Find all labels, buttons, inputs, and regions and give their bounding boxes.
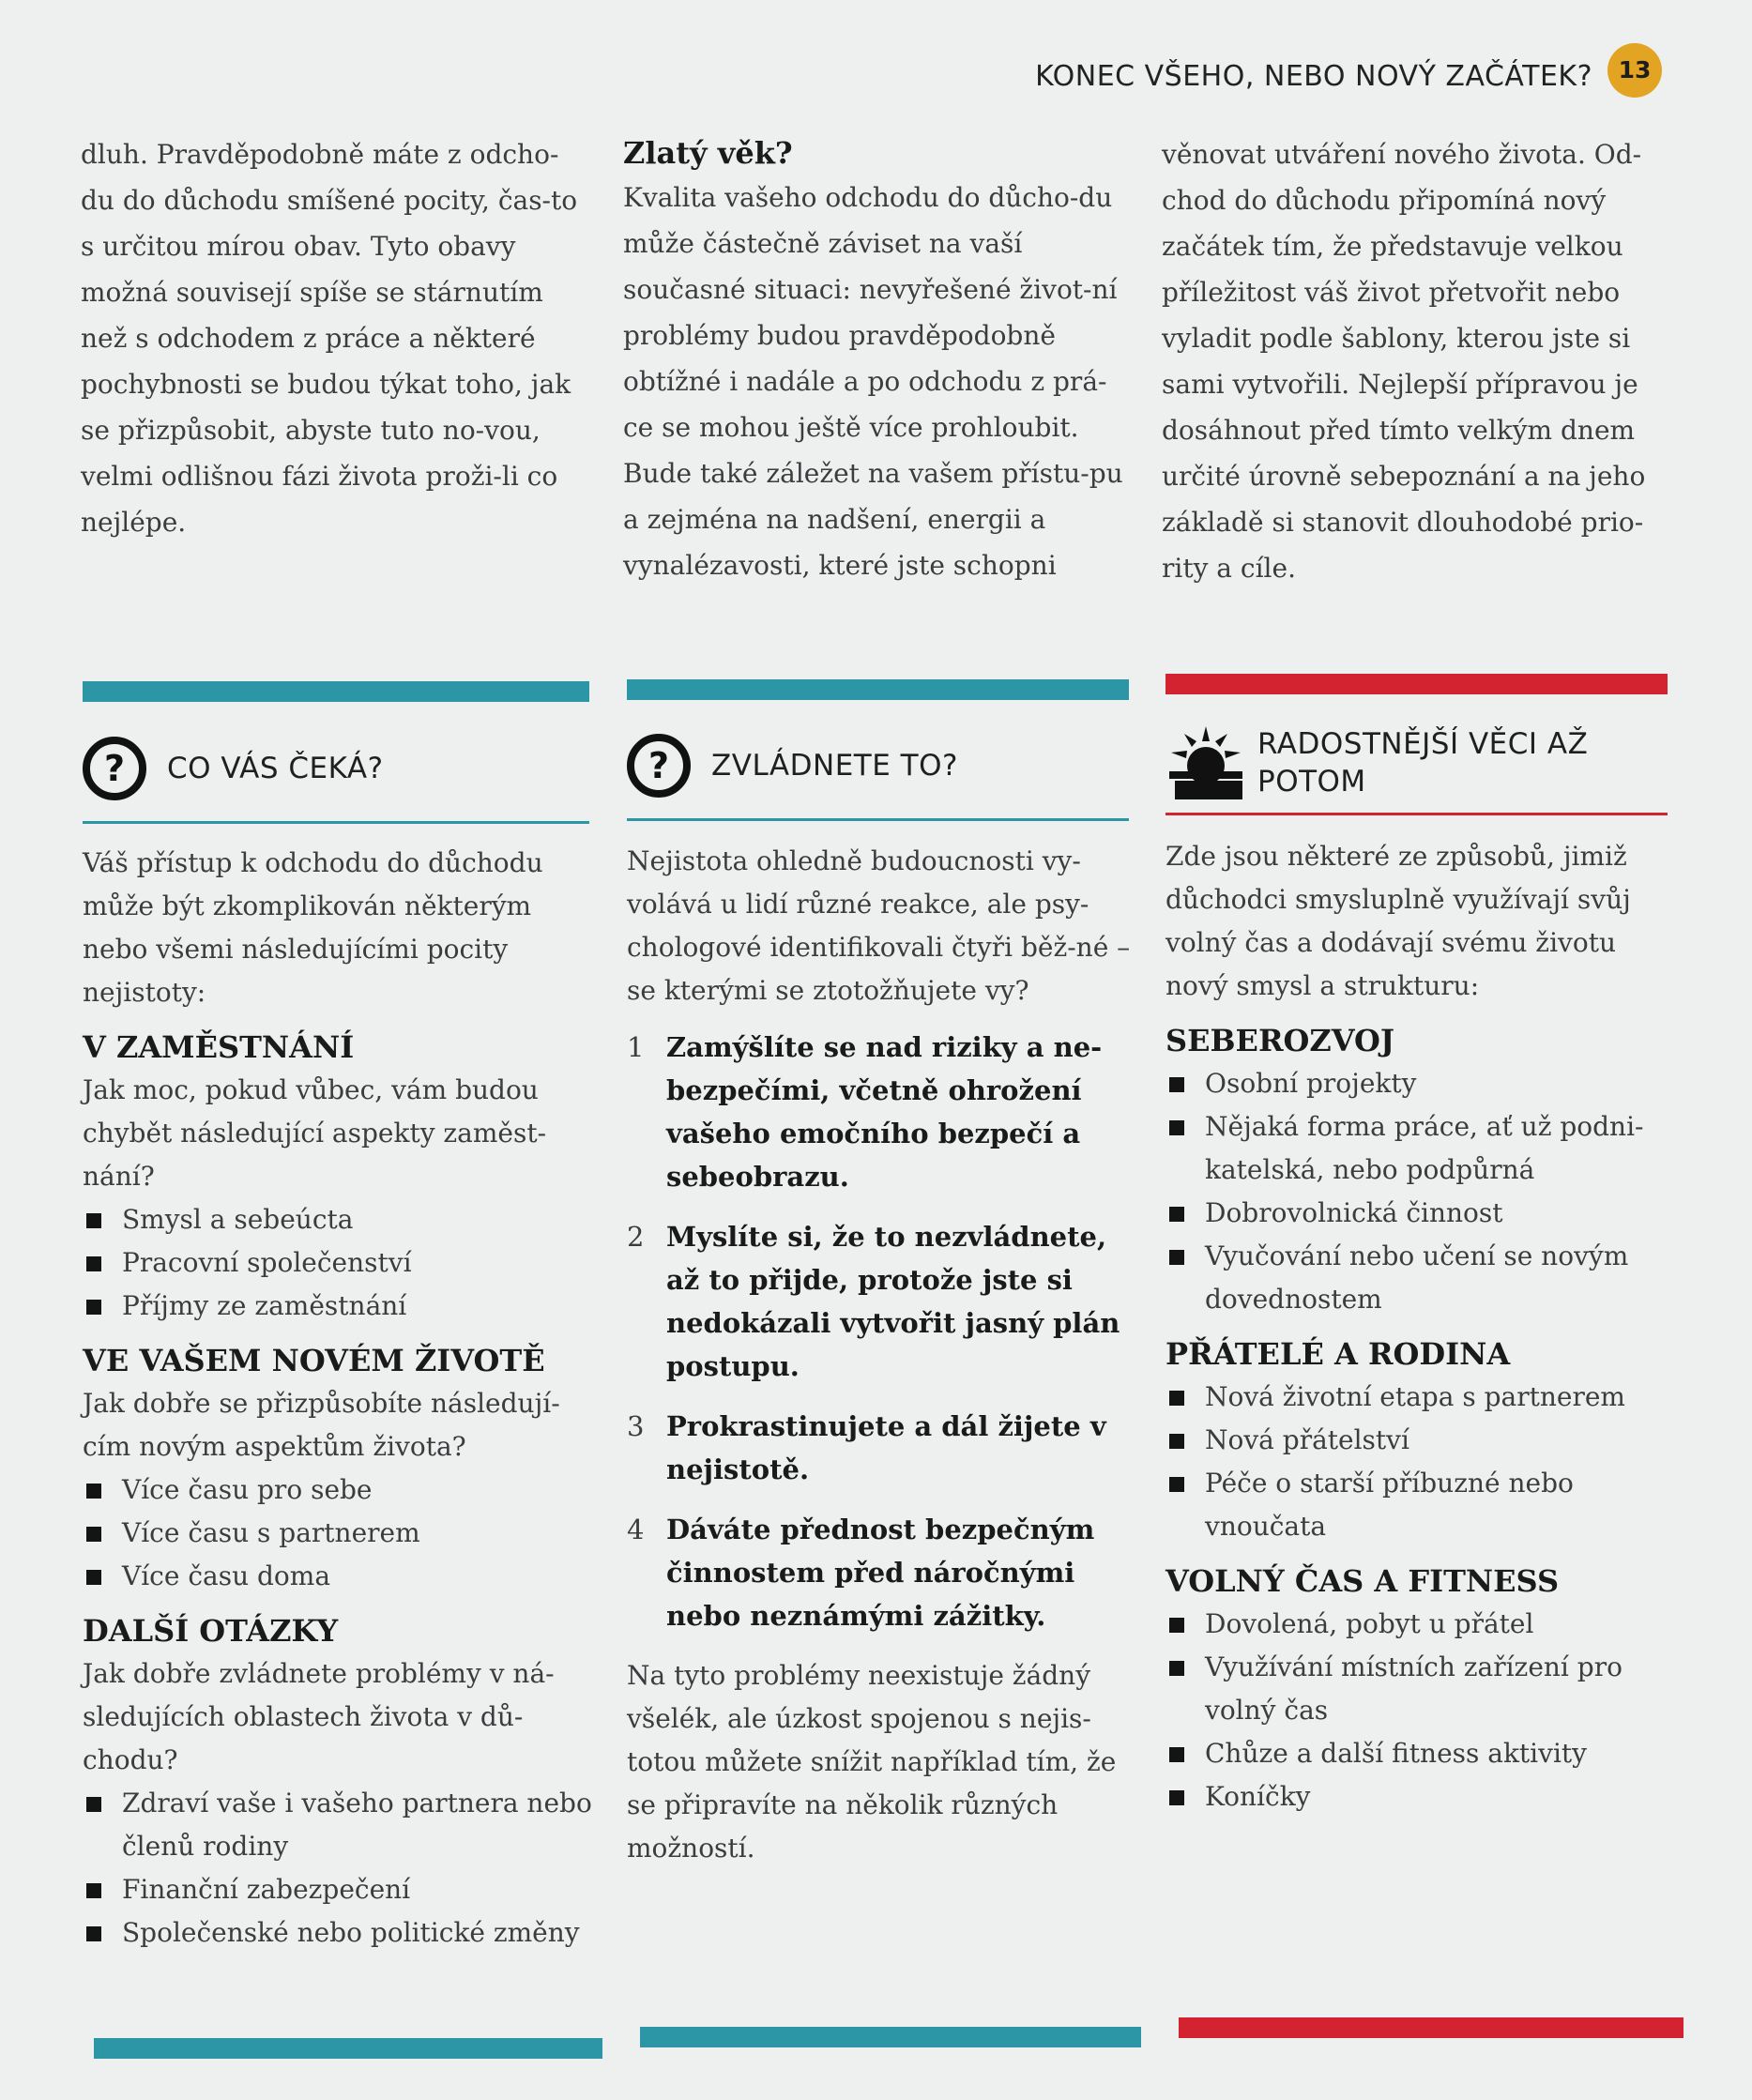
intro-paragraph-3: věnovat utváření nového života. Od-chod do důchodu připomíná nový začátek tím, že představuje velkou příležitost váš život přetvořit nebo vyladit podle šablony, kterou jste si sami vytvořili. Nejlepší přípravou je dosáhnout před tímto velkým dnem určité úrovně sebepoznání a na jeho základě si stanovit dlouhodobé prio-rity a cíle.: [1162, 139, 1646, 584]
intro-paragraph-2: Kvalita vašeho odchodu do důcho-du může částečně záviset na vaší současné situaci: nevyřešené život-ní problémy budou pravděpodobně obtížné i nadále a po odchodu z prá-ce se mohou ještě více prohloubit. Bude také záležet na vašem přístu-pu a zejména na nadšení, energii a vynalézavosti, které jste schopni: [623, 182, 1123, 581]
intro-column-1: [81, 131, 592, 545]
sunset-icon: [1165, 723, 1246, 803]
box1-section-heading: VE VAŠEM NOVÉM ŽIVOTĚ: [83, 1343, 545, 1378]
list-item: Finanční zabezpečení: [83, 1868, 594, 1911]
list-item: Smysl a sebeúcta: [83, 1198, 594, 1241]
box3-intro: Zde jsou některé ze způsobů, jimiž důchodci smysluplně využívají svůj volný čas a dodávají svému životu nový smysl a strukturu:: [1165, 841, 1631, 1001]
list-item: Péče o starší příbuzné nebo vnoučata: [1165, 1462, 1677, 1548]
box3-section-list: [1165, 1062, 1677, 1321]
list-item: Využívání místních zařízení pro volný čas: [1165, 1646, 1677, 1732]
box3-section-heading: PŘÁTELÉ A RODINA: [1165, 1336, 1511, 1372]
item-text: Prokrastinujete a dál žijete v nejistotě.: [666, 1410, 1106, 1485]
item-text: Myslíte si, že to nezvládnete, až to přijde, protože jste si nedokázali vytvořit jasný plán postupu.: [666, 1221, 1120, 1382]
numbered-item: [627, 1405, 1138, 1491]
numbered-item: [627, 1508, 1138, 1637]
box1-section-list: [83, 1782, 594, 1955]
box3-top-bar: [1165, 674, 1668, 694]
box3-title-line2: POTOM: [1257, 765, 1366, 799]
box3-bottom-bar: [1179, 2017, 1683, 2038]
box3-section-list: [1165, 1376, 1677, 1548]
list-item: Dobrovolnická činnost: [1165, 1192, 1677, 1235]
list-item: Více času s partnerem: [83, 1512, 594, 1555]
box1-body: [83, 842, 594, 1955]
item-number: 4: [627, 1514, 645, 1545]
box3-body: [1165, 835, 1677, 1818]
intro-column-2: [623, 131, 1135, 588]
numbered-item: [627, 1215, 1138, 1388]
box1-bottom-bar: [94, 2038, 602, 2059]
page-number: 13: [1607, 43, 1662, 98]
box3-section-list: [1165, 1603, 1677, 1818]
list-item: Zdraví vaše i vašeho partnera nebo členů rodiny: [83, 1782, 594, 1868]
intro-column-3: [1162, 131, 1673, 591]
box1-section-heading: V ZAMĚSTNÁNÍ: [83, 1029, 355, 1065]
box2-outro: Na tyto problémy neexistuje žádný všelék, ale úzkost spojenou s nejis-totou můžete snížit například tím, že se připravíte na několik různých možností.: [627, 1660, 1117, 1864]
list-item: Více času pro sebe: [83, 1468, 594, 1512]
box2-title: ZVLÁDNETE TO?: [711, 749, 958, 783]
intro-heading: Zlatý věk?: [623, 135, 793, 171]
list-item: Osobní projekty: [1165, 1062, 1677, 1105]
box3-title-line1: RADOSTNĚJŠÍ VĚCI AŽ: [1257, 727, 1589, 761]
box1-section-list: [83, 1198, 594, 1328]
question-icon: ?: [83, 737, 146, 800]
box2-rule: [627, 818, 1129, 821]
list-item: Nějaká forma práce, ať už podni-katelská, nebo podpůrná: [1165, 1105, 1677, 1192]
list-item: Nová přátelství: [1165, 1419, 1677, 1462]
box1-rule: [83, 821, 589, 824]
box3-header: [1165, 723, 1588, 803]
box1-section-text: Jak moc, pokud vůbec, vám budou chybět následující aspekty zaměst-nání?: [83, 1074, 547, 1192]
box1-title: CO VÁS ČEKÁ?: [167, 752, 384, 785]
box1-section-text: Jak dobře zvládnete problémy v ná-sledujících oblastech života v dů-chodu?: [83, 1658, 555, 1775]
numbered-item: [627, 1026, 1138, 1198]
list-item: Chůze a další fitness aktivity: [1165, 1732, 1677, 1775]
box1-section-heading: DALŠÍ OTÁZKY: [83, 1613, 339, 1649]
box2-intro: Nejistota ohledně budoucnosti vy-volává u lidí různé reakce, ale psy-chologové identifikovali čtyři běž-né – se kterými se ztotožňujete vy?: [627, 845, 1131, 1006]
box1-top-bar: [83, 681, 589, 702]
box3-section-heading: VOLNÝ ČAS A FITNESS: [1165, 1563, 1560, 1599]
item-number: 3: [627, 1410, 645, 1442]
item-text: Dáváte přednost bezpečným činnostem před náročnými nebo neznámými zážitky.: [666, 1514, 1095, 1632]
list-item: Příjmy ze zaměstnání: [83, 1285, 594, 1328]
item-text: Zamýšlíte se nad riziky a ne-bezpečími, včetně ohrožení vašeho emočního bezpečí a sebeobrazu.: [666, 1031, 1103, 1193]
box1-section-text: Jak dobře se přizpůsobíte následují-cím novým aspektům života?: [83, 1388, 560, 1462]
box3-title: [1257, 725, 1588, 800]
list-item: Nová životní etapa s partnerem: [1165, 1376, 1677, 1419]
box3-section-heading: SEBEROZVOJ: [1165, 1023, 1395, 1058]
box1-header: [83, 737, 384, 800]
list-item: Pracovní společenství: [83, 1241, 594, 1285]
item-number: 1: [627, 1031, 645, 1063]
list-item: Vyučování nebo učení se novým dovednostem: [1165, 1235, 1677, 1321]
list-item: Koníčky: [1165, 1775, 1677, 1818]
box2-top-bar: [627, 679, 1129, 700]
box3-rule: [1165, 813, 1668, 815]
item-number: 2: [627, 1221, 645, 1253]
list-item: Více času doma: [83, 1555, 594, 1598]
box2-body: [627, 840, 1138, 1870]
question-icon: ?: [627, 734, 691, 798]
box2-bottom-bar: [640, 2027, 1141, 2047]
intro-paragraph-1: dluh. Pravděpodobně máte z odcho-du do důchodu smíšené pocity, čas-to s určitou mírou obav. Tyto obavy možná souvisejí spíše se stárnutím než s odchodem z práce a některé pochybnosti se budou týkat toho, jak se přizpůsobit, abyste tuto no-vou, velmi odlišnou fázi života proži-li co nejlépe.: [81, 139, 578, 538]
box2-header: [627, 734, 958, 798]
box1-intro: Váš přístup k odchodu do důchodu může být zkomplikován některým nebo všemi následujícími pocity nejistoty:: [83, 847, 543, 1008]
list-item: Společenské nebo politické změny: [83, 1911, 594, 1955]
box2-numbered-list: [627, 1026, 1138, 1637]
list-item: Dovolená, pobyt u přátel: [1165, 1603, 1677, 1646]
box1-section-list: [83, 1468, 594, 1598]
running-head: KONEC VŠEHO, NEBO NOVÝ ZAČÁTEK?: [1035, 60, 1592, 93]
